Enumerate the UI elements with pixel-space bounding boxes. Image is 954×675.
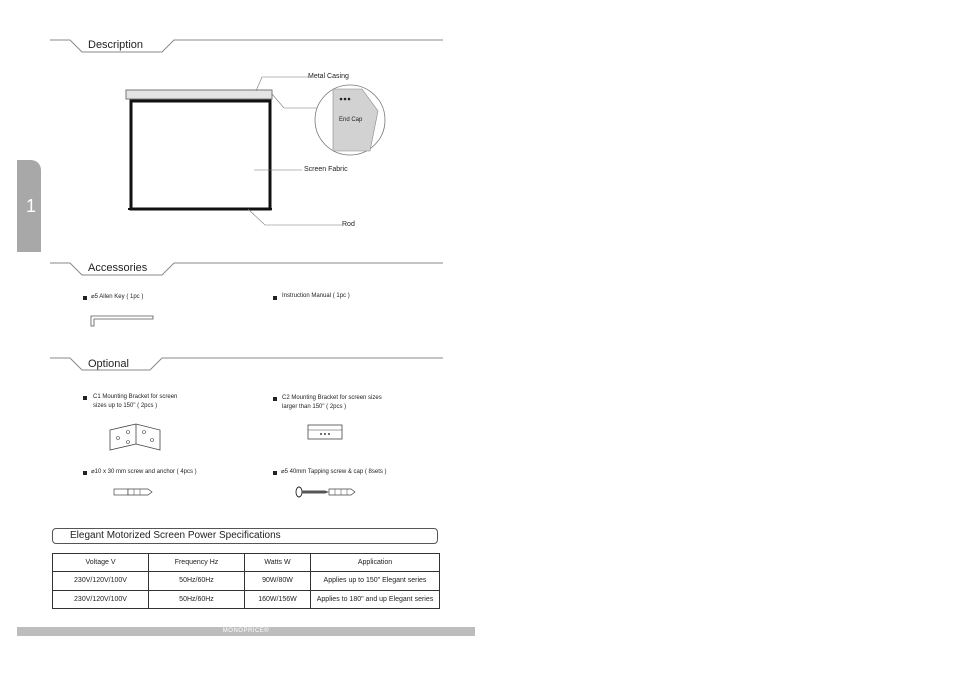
screen-diagram <box>120 75 390 235</box>
cell-frequency: 50Hz/60Hz <box>149 572 245 590</box>
table-row <box>53 590 440 608</box>
specs-table <box>52 553 440 609</box>
bullet <box>273 397 277 401</box>
page-number: 1 <box>26 196 37 216</box>
diameter-icon: ⌀ <box>281 469 285 475</box>
cell-watts: 90W/80W <box>245 572 311 590</box>
rod-label: Rod <box>342 221 355 228</box>
cell-voltage: 230V/120V/100V <box>53 590 149 608</box>
metal-casing <box>126 90 272 99</box>
footer-bar <box>17 627 475 636</box>
c2-bracket-icon <box>307 424 343 440</box>
bullet <box>273 296 277 300</box>
bullet <box>83 296 87 300</box>
screen-fabric <box>131 101 270 209</box>
table-row <box>53 572 440 590</box>
instruction-manual-text: Instruction Manual ( 1pc ) <box>282 293 350 299</box>
header-watts: Watts W <box>245 554 311 572</box>
specs-title: Elegant Motorized Screen Power Specifications <box>70 530 281 541</box>
accessories-heading: Accessories <box>88 262 148 274</box>
header-voltage: Voltage V <box>53 554 149 572</box>
metal-casing-leader <box>256 77 310 91</box>
metal-casing-label: Metal Casing <box>308 73 349 80</box>
c1-bracket-text: C1 Mounting Bracket for screen sizes up to 150" ( 2pcs ) <box>93 394 178 409</box>
end-cap-leader <box>272 94 320 108</box>
diameter-icon: ⌀ <box>91 469 95 475</box>
header-frequency: Frequency Hz <box>149 554 245 572</box>
cell-frequency: 50Hz/60Hz <box>149 590 245 608</box>
tapping-screw-text: ⌀5 40mm Tapping screw & cap ( 8sets ) <box>281 469 387 475</box>
cell-voltage: 230V/120V/100V <box>53 572 149 590</box>
bullet <box>83 396 87 400</box>
screw-anchor-text: ⌀10 x 30 mm screw and anchor ( 4pcs ) <box>91 469 197 475</box>
allen-key-text: ⌀5 Allen Key ( 1pc ) <box>91 294 144 300</box>
screen-fabric-label: Screen Fabric <box>304 166 348 173</box>
c1-bracket-icon <box>108 420 162 454</box>
rod-leader <box>248 209 342 225</box>
cell-application: Applies to 180" and up Elegant series <box>311 590 440 608</box>
footer-brand: MONOPRICE® <box>222 628 270 634</box>
cell-application: Applies up to 150" Elegant series <box>311 572 440 590</box>
header-application: Application <box>311 554 440 572</box>
diameter-icon: ⌀ <box>91 294 95 300</box>
allen-key-icon <box>88 312 158 328</box>
description-heading: Description <box>88 39 144 51</box>
end-cap-label: End Cap <box>339 117 363 123</box>
bullet <box>273 471 277 475</box>
table-header-row <box>53 554 440 572</box>
c2-bracket-text: C2 Mounting Bracket for screen sizes larger than 150" ( 2pcs ) <box>282 395 382 410</box>
bullet <box>83 471 87 475</box>
screw-anchor-icon <box>112 486 154 498</box>
tapping-screw-icon <box>295 486 357 498</box>
cell-watts: 160W/156W <box>245 590 311 608</box>
optional-heading: Optional <box>88 358 129 370</box>
